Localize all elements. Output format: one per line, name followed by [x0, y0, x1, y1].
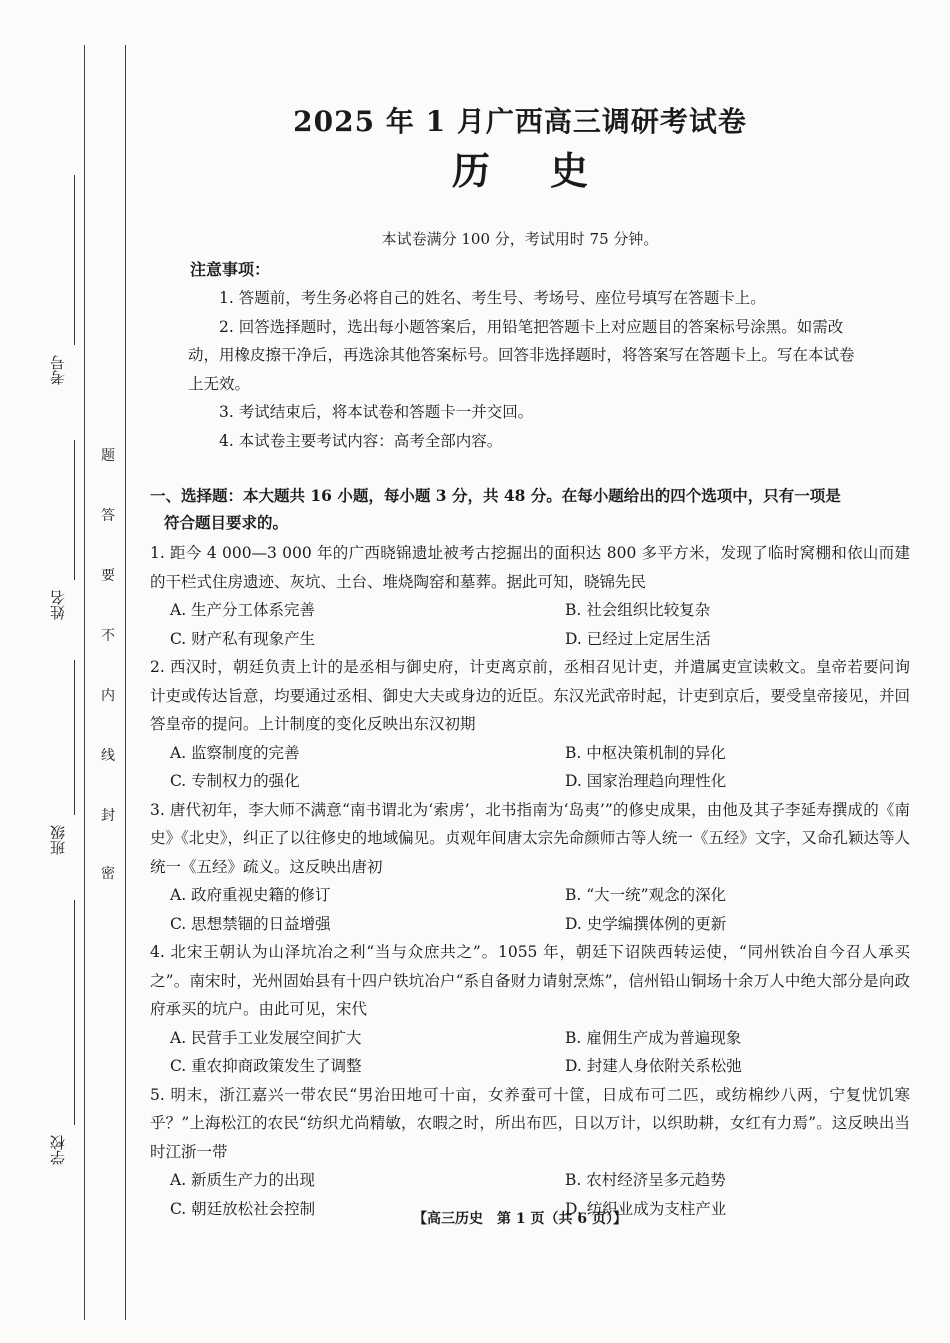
school-field[interactable] — [50, 900, 80, 1180]
question-4 — [150, 938, 910, 1081]
option-b: B. 社会组织比较复杂 — [565, 601, 711, 619]
notice-heading: 注意事项： — [190, 260, 271, 279]
notice-item: 4. 本试卷主要考试内容：高考全部内容。 — [219, 431, 503, 450]
option-c: C. 财产私有现象产生 — [170, 629, 316, 648]
option-c: C. 专制权力的强化 — [170, 772, 300, 790]
option-grid — [150, 881, 910, 938]
binding-line-outer — [84, 45, 85, 1320]
option-c: C. 思想禁锢的日益增强 — [170, 914, 331, 933]
exam-info: 本试卷满分 100 分，考试用时 75 分钟。 — [381, 230, 659, 248]
question-3 — [150, 796, 910, 939]
question-1 — [150, 539, 910, 653]
option-a: A. 生产分工体系完善 — [170, 601, 316, 619]
option-a: A. 民营手工业发展空间扩大 — [170, 1028, 362, 1047]
notice-item: 1. 答题前，考生务必将自己的姓名、考生号、考场号、座位号填写在答题卡上。 — [219, 289, 766, 307]
seal-char: 内 — [101, 688, 115, 704]
name-label: 姓名 — [49, 590, 67, 620]
seal-char: 线 — [101, 748, 115, 764]
notice-item: 2. 回答选择题时，选出每小题答案后，用铅笔把答题卡上对应题目的答案标号涂黑。如需改动，用橡皮擦干净后，再选涂其他答案标号。回答非选择题时，将答案写在答题卡上。写在本试卷上无效。 — [188, 317, 855, 393]
notice-item: 3. 考试结束后，将本试卷和答题卡一并交回。 — [219, 403, 534, 422]
option-d: D. 纺织业成为支柱产业 — [565, 1199, 727, 1218]
option-d: D. 封建人身依附关系松弛 — [565, 1057, 742, 1075]
class-line — [74, 660, 75, 815]
option-a: A. 新质生产力的出现 — [170, 1171, 316, 1189]
question-list — [150, 539, 910, 1223]
seal-char: 答 — [101, 508, 115, 524]
name-line — [74, 440, 75, 580]
school-line — [74, 900, 75, 1125]
name-field[interactable] — [50, 440, 80, 640]
question-2 — [150, 653, 910, 796]
class-field[interactable] — [50, 660, 80, 870]
option-d: D. 国家治理趋向理性化 — [565, 772, 727, 790]
exam-number-field[interactable] — [50, 175, 80, 385]
class-label: 班级 — [49, 825, 67, 855]
option-b: B. 雇佣生产成为普遍现象 — [565, 1028, 742, 1047]
option-a: A. 监察制度的完善 — [170, 743, 300, 762]
option-grid — [150, 739, 910, 796]
school-label: 学校 — [49, 1135, 67, 1165]
option-b: B. 中枢决策机制的异化 — [565, 743, 726, 762]
exam-title: 2025 年 1 月广西高三调研考试卷 — [293, 105, 747, 138]
subject-title: 历史 — [451, 148, 648, 193]
binding-line-inner — [125, 45, 126, 1320]
page-footer: 【高三历史 第 1 页（共 6 页）】 — [413, 1211, 627, 1227]
section-heading-cont: 符合题目要求的。 — [164, 513, 289, 532]
section-heading-line: 一、选择题：本大题共 16 小题，每小题 3 分，共 48 分。在每小题给出的四个选项中，只有一项是 — [150, 486, 841, 505]
option-c: C. 朝廷放松社会控制 — [170, 1199, 316, 1218]
seal-char: 封 — [101, 808, 115, 824]
section-heading — [150, 482, 910, 536]
seal-char: 不 — [101, 628, 115, 644]
seal-char: 要 — [101, 568, 115, 584]
option-a: A. 政府重视史籍的修订 — [170, 886, 331, 904]
option-b: B. 农村经济呈多元趋势 — [565, 1171, 726, 1189]
option-grid — [150, 596, 910, 653]
exam-number-line — [74, 175, 75, 345]
exam-number-label: 考号 — [49, 355, 67, 385]
question-stem: 4. 北宋王朝认为山泽坑冶之利“当与众庶共之”。1055 年，朝廷下诏陕西转运使，“同州铁冶自今召人承买之”。南宋时，光州固始县有十四户铁坑冶户“系自备财力请射烹炼”，信州铅山铜场十余万人中绝大部分是向政府承买的坑户。由此可见，宋代 — [150, 943, 910, 1018]
option-b: B. “大一统”观念的深化 — [565, 886, 727, 904]
question-5 — [150, 1081, 910, 1224]
question-stem: 3. 唐代初年，李大师不满意“南书谓北为‘索虏’，北书指南为‘岛夷’”的修史成果，由他及其子李延寿撰成的《南史》《北史》，纠正了以往修史的地域偏见。贞观年间唐太宗先命颜师古等人统一《五经》文字，又命孔颖达等人统一《五经》疏义。这反映出唐初 — [150, 800, 910, 876]
seal-line-notice — [96, 445, 120, 885]
option-c: C. 重农抑商政策发生了调整 — [170, 1057, 362, 1075]
seal-char: 题 — [101, 448, 115, 464]
option-grid — [150, 1024, 910, 1081]
question-stem: 2. 西汉时，朝廷负责上计的是丞相与御史府，计吏离京前，丞相召见计吏，并遣属吏宣读敕文。皇帝若要问询计吏或传达旨意，均要通过丞相、御史大夫或身边的近臣。东汉光武帝时起，计吏到京后，要受皇帝接见，并回答皇帝的提问。上计制度的变化反映出东汉初期 — [150, 658, 910, 733]
question-stem: 1. 距今 4 000—3 000 年的广西晓锦遗址被考古挖掘出的面积达 800 多平方米，发现了临时窝棚和依山而建的干栏式住房遗迹、灰坑、土台、堆烧陶窑和墓葬。据此可知，晓锦先民 — [150, 544, 910, 591]
question-stem: 5. 明末，浙江嘉兴一带农民“男治田地可十亩，女养蚕可十筐，日成布可二匹，或纺棉纱八两，宁复忧饥寒乎？”上海松江的农民“纺织尤尚精敏，农暇之时，所出布匹，日以万计，以织助耕，女红有力焉”。这反映出当时江浙一带 — [150, 1085, 910, 1161]
option-d: D. 已经过上定居生活 — [565, 629, 711, 648]
option-d: D. 史学编撰体例的更新 — [565, 914, 727, 933]
seal-char: 密 — [101, 866, 115, 882]
notice-list — [188, 284, 868, 456]
